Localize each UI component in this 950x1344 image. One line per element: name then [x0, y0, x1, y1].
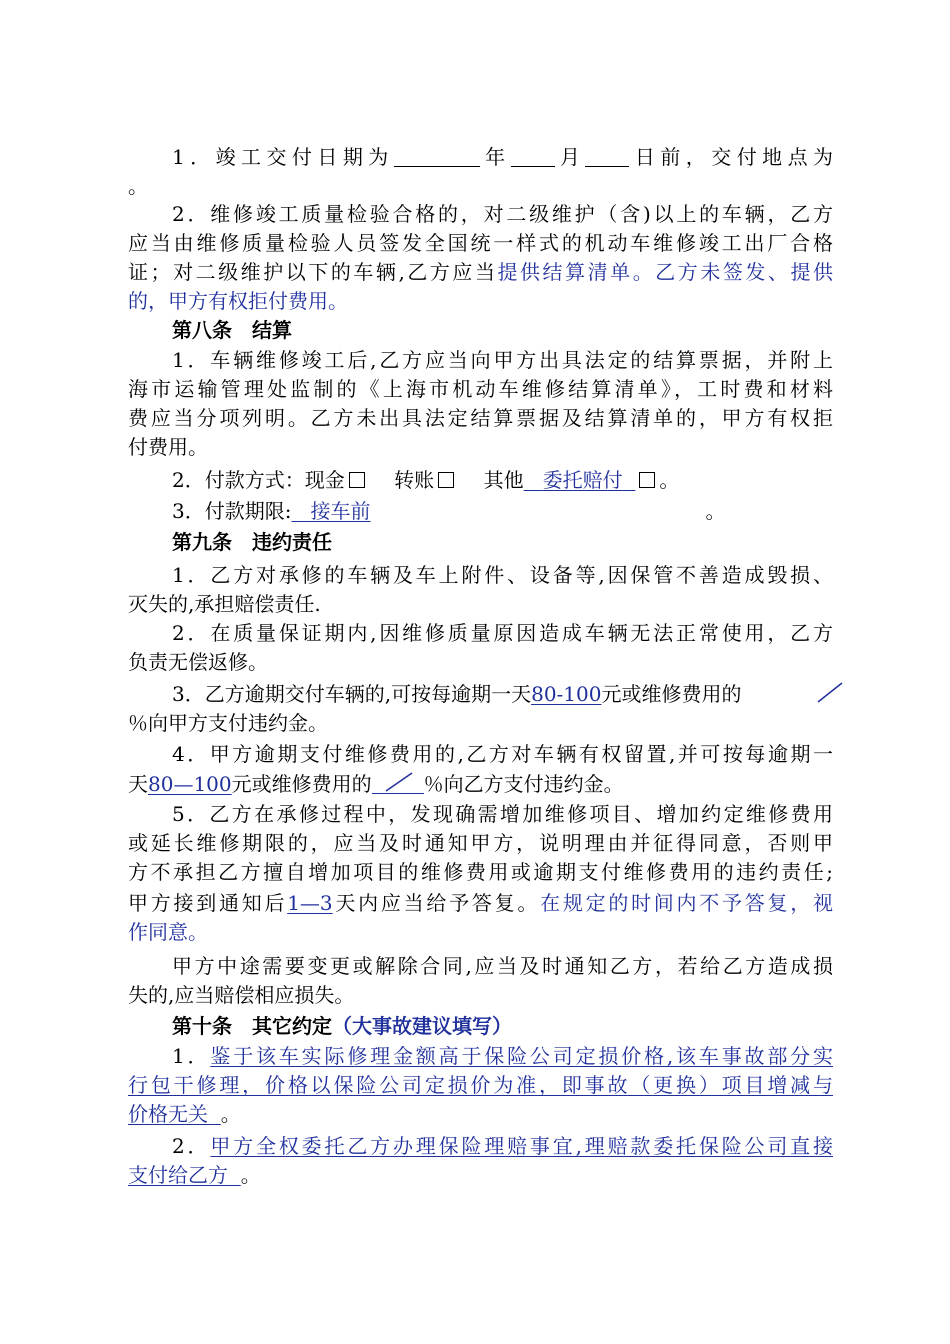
item4-daily-penalty[interactable]: 80—100	[148, 772, 232, 796]
handwritten-slash-mark	[815, 680, 845, 706]
sec10-item1-end: 。	[220, 1102, 241, 1126]
item4-text-c: ％向乙方支付违约金。	[423, 772, 624, 796]
year-label: 年	[479, 145, 511, 169]
item4-text-a: 天	[128, 772, 148, 796]
sec7-item2-line2: 应当由维修质量检验人员签发全国统一样式的机动车维修竣工出厂合格	[128, 231, 833, 255]
item5-text-b: 天内应当给予答复。	[332, 891, 541, 915]
sec10-item2-line2	[128, 1161, 833, 1189]
sec10-item2-line1	[172, 1132, 833, 1160]
payment-method-label: 2．付款方式：现金	[172, 468, 345, 492]
sec9-heading: 第九条 违约责任	[172, 530, 332, 554]
sec7-item1-end: 。	[128, 174, 148, 198]
sec10-item2-text2-value: 支付给乙方	[128, 1163, 228, 1187]
sec10-item1-line3	[128, 1100, 833, 1128]
sec9-item5-line5: 作同意。	[128, 920, 208, 944]
handwritten-slash-mark	[384, 769, 414, 793]
sec10-heading-text: 第十条 其它约定	[172, 1014, 332, 1038]
item1-text-a: 1．竣工交付日期为	[172, 145, 394, 169]
sec10-item2-num: 2．	[172, 1134, 211, 1158]
sec9-item1-line2: 灭失的,承担赔偿责任.	[128, 592, 321, 616]
item3-text-a: 3．乙方逾期交付车辆的,可按每逾期一天	[172, 682, 532, 706]
item2-blue-text: 提供结算清单。乙方未签发、提供	[497, 260, 833, 284]
other-value[interactable]	[524, 468, 636, 492]
other-value-text: 委托赔付	[542, 468, 623, 492]
sec7-item2-line3	[128, 258, 833, 286]
sec10-heading-note: （大事故建议填写）	[332, 1014, 512, 1038]
sec9-item3-line1	[172, 680, 833, 708]
sec9-item3-line2: ％向甲方支付违约金。	[128, 711, 328, 735]
day-blank[interactable]	[585, 146, 629, 167]
sec9-item5-line2: 或延长维修期限的，应当及时通知甲方，说明理由并征得同意，否则甲	[128, 831, 833, 855]
sec8-heading: 第八条 结算	[172, 318, 292, 342]
cash-checkbox[interactable]	[349, 472, 365, 488]
payment-term-label: 3．付款期限:	[172, 499, 292, 523]
item5-blue-text: 在规定的时间内不予答复，视	[540, 891, 834, 915]
sec9-item2-line1: 2．在质量保证期内,因维修质量原因造成车辆无法正常使用，乙方	[172, 621, 833, 645]
sec9-item1-line1: 1．乙方对承修的车辆及车上附件、设备等,因保管不善造成毁损、	[172, 563, 833, 587]
transfer-checkbox[interactable]	[438, 472, 454, 488]
payment-method-line	[172, 466, 833, 494]
sec10-item1-line2[interactable]: 行包干修理，价格以保险公司定损价为准，即事故（更换）项目增减与	[128, 1073, 833, 1097]
sec7-item1-line	[172, 143, 833, 171]
sec9-item5-line4	[128, 889, 833, 917]
transfer-label: 转账	[394, 468, 435, 492]
item5-text-a: 甲方接到通知后	[128, 891, 288, 915]
sec10-item2-text1[interactable]: 甲方全权委托乙方办理保险理赔事宜,理赔款委托保险公司直接	[210, 1134, 833, 1158]
sec8-item1-line1: 1．车辆维修竣工后,乙方应当向甲方出具法定的结算票据，并附上	[172, 348, 833, 372]
sec9-item5-line1: 5．乙方在承修过程中，发现确需增加维修项目、增加约定维修费用	[172, 802, 833, 826]
sec9-para-line1: 甲方中途需要变更或解除合同,应当及时通知乙方，若给乙方造成损	[172, 954, 833, 978]
sec10-item1-text1[interactable]: 鉴于该车实际修理金额高于保险公司定损价格,该车事故部分实	[210, 1044, 833, 1068]
sec9-para-line2: 失的,应当赔偿相应损失。	[128, 983, 355, 1007]
item3-text-b: 元或维修费用的	[601, 682, 742, 706]
payment-term-end: 。	[705, 499, 726, 523]
sec10-item1-num: 1．	[172, 1044, 211, 1068]
year-blank[interactable]	[394, 146, 480, 167]
payment-method-end: 。	[659, 468, 680, 492]
sec10-item1-text3-value: 价格无关	[128, 1102, 208, 1126]
sec7-item2-line1: 2．维修竣工质量检验合格的，对二级维护（含)以上的车辆，乙方	[172, 202, 833, 226]
item2-black-text: 证；对二级维护以下的车辆,乙方应当	[128, 260, 498, 284]
item4-text-b: 元或维修费用的	[231, 772, 372, 796]
payment-term-value[interactable]	[291, 497, 705, 525]
sec8-item1-line3: 费应当分项列明。乙方未出具法定结算票据及结算清单的，甲方有权拒	[128, 406, 833, 430]
item3-daily-penalty[interactable]: 80-100	[531, 682, 602, 706]
other-checkbox[interactable]	[639, 472, 655, 488]
payment-term-line	[172, 497, 833, 525]
month-label: 月	[554, 145, 586, 169]
item4-percent-blank[interactable]	[372, 773, 424, 794]
reply-days-value[interactable]: 1—3	[287, 891, 333, 915]
sec9-item4-line2	[128, 770, 833, 798]
sec9-item5-line3: 方不承担乙方擅自增加项目的维修费用或逾期支付维修费用的违约责任;	[128, 860, 833, 884]
sec10-item2-text2[interactable]	[128, 1163, 241, 1187]
month-blank[interactable]	[511, 146, 555, 167]
other-label: 其他	[483, 468, 524, 492]
payment-term-value-text: 接车前	[310, 499, 371, 523]
sec9-item4-line1: 4．甲方逾期支付维修费用的,乙方对车辆有权留置,并可按每逾期一	[172, 742, 833, 766]
sec9-item2-line2: 负责无偿返修。	[128, 650, 268, 674]
sec8-item1-line4: 付费用。	[128, 435, 208, 459]
sec7-item2-line4: 的，甲方有权拒付费用。	[128, 289, 348, 313]
sec8-item1-line2: 海市运输管理处监制的《上海市机动车维修结算清单》，工时费和材料	[128, 377, 833, 401]
sec10-item1-line1	[172, 1042, 833, 1070]
sec10-item1-text3[interactable]	[128, 1102, 221, 1126]
sec10-heading	[172, 1012, 833, 1040]
item1-text-b: 日前，交付地点为	[629, 145, 834, 169]
sec10-item2-end: 。	[240, 1163, 261, 1187]
